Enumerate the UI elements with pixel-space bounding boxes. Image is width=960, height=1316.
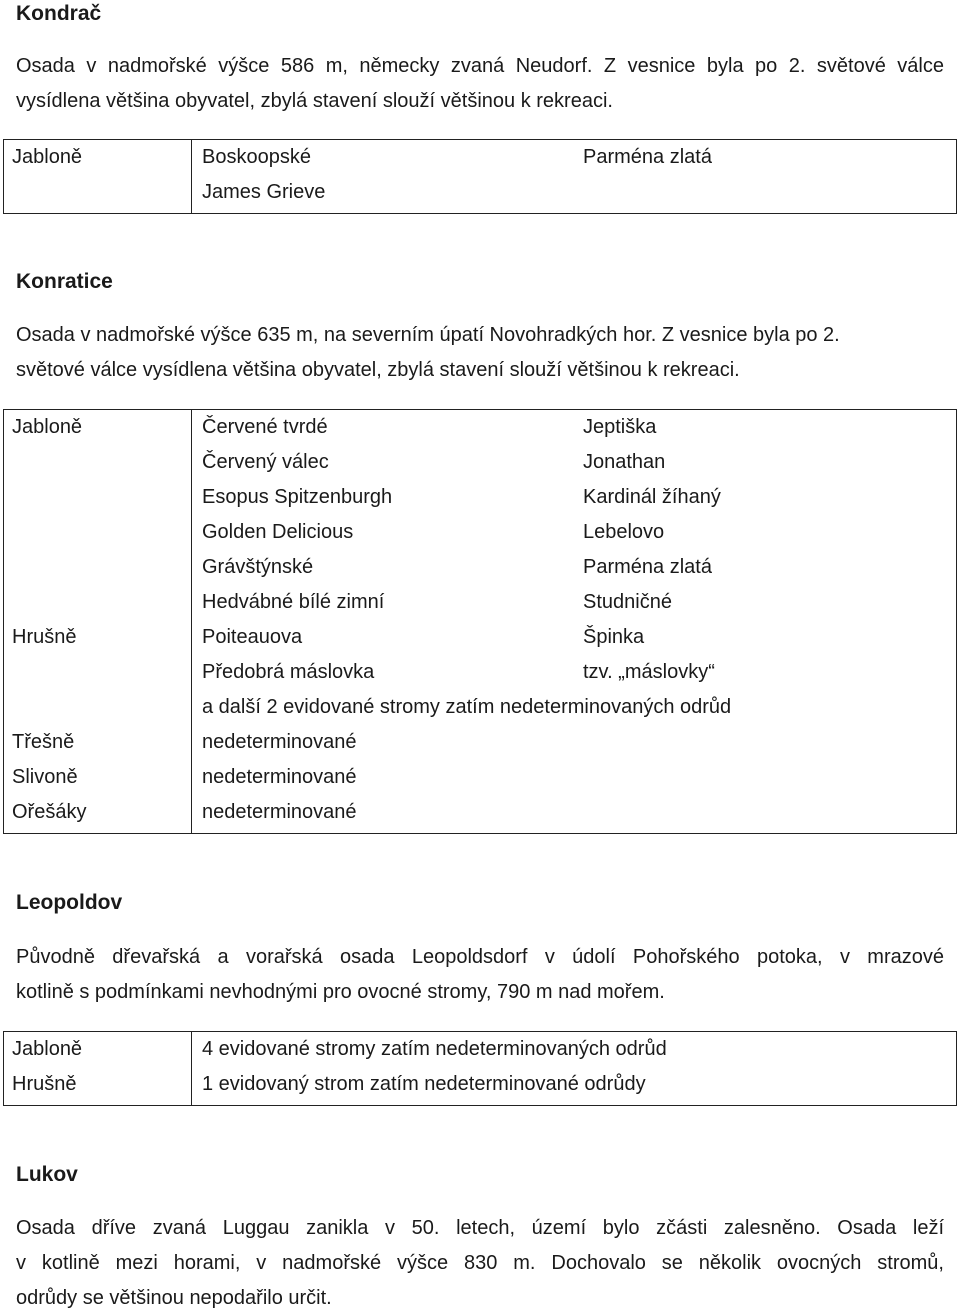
variety: Poiteauova <box>202 626 303 648</box>
fruit-label <box>12 690 191 725</box>
variety: Červený válec <box>202 451 329 473</box>
variety: Červené tvrdé <box>202 416 328 438</box>
fruit-label <box>12 655 191 690</box>
undetermined-variety: nedeterminované <box>202 801 357 823</box>
undetermined-variety: nedeterminované <box>202 766 357 788</box>
description-line: v kotlině mezi horami, v nadmořské výšce 830 m. Dochovalo se několik ovocných stromů, <box>16 1252 944 1274</box>
section-description-leopoldov <box>16 940 944 1010</box>
variety: Špinka <box>583 626 645 648</box>
varieties-column <box>192 140 957 214</box>
fruit-column <box>4 1032 192 1106</box>
fruit-label <box>12 585 191 620</box>
variety: Kardinál žíhaný <box>583 486 721 508</box>
varieties-column <box>192 410 957 834</box>
variety: Jeptiška <box>583 416 657 438</box>
fruit-table-leopoldov <box>3 1031 957 1106</box>
description-line: Osada v nadmořské výšce 586 m, německy zvaná Neudorf. Z vesnice byla po 2. světové válce <box>16 55 944 77</box>
variety: Studničné <box>583 591 672 613</box>
section-description-konratice <box>16 318 944 388</box>
fruit-label: Hrušně <box>12 1073 77 1095</box>
variety: Lebelovo <box>583 521 665 543</box>
description-line: Osada v nadmořské výšce 635 m, na severním úpatí Novohradkých hor. Z vesnice byla po 2. <box>16 324 840 346</box>
variety: Parména zlatá <box>583 556 712 578</box>
fruit-label: Slivoně <box>12 766 78 788</box>
section-title-lukov: Lukov <box>16 1163 78 1186</box>
fruit-table-kondrac <box>3 139 957 214</box>
extra-note: a další 2 evidované stromy zatím nedeterminovaných odrůd <box>202 696 732 718</box>
description-line: Osada dříve zvaná Luggau zanikla v 50. letech, území bylo zčásti zalesněno. Osada leží <box>16 1217 944 1239</box>
fruit-label: Hrušně <box>12 626 77 648</box>
fruit-label: Třešně <box>12 731 75 753</box>
description-line: kotlině s podmínkami nevhodnými pro ovocné stromy, 790 m nad mořem. <box>16 981 665 1003</box>
section-title-konratice: Konratice <box>16 270 113 293</box>
fruit-column <box>4 410 192 834</box>
section-description-lukov <box>16 1211 944 1316</box>
variety: Golden Delicious <box>202 521 354 543</box>
section-title-leopoldov: Leopoldov <box>16 891 123 914</box>
variety: Grávštýnské <box>202 556 314 578</box>
fruit-label <box>12 515 191 550</box>
variety: James Grieve <box>202 181 326 203</box>
description-line: vysídlena většina obyvatel, zbylá stavení slouží většinou k rekreaci. <box>16 90 613 112</box>
fruit-label <box>12 480 191 515</box>
variety: Jonathan <box>583 451 666 473</box>
variety: tzv. „máslovky“ <box>583 661 715 683</box>
fruit-table-konratice <box>3 409 957 834</box>
fruit-label <box>12 445 191 480</box>
fruit-label: Jabloně <box>12 1038 83 1060</box>
description-line: odrůdy se většinou nepodařilo určit. <box>16 1287 332 1309</box>
fruit-label: Jabloně <box>12 416 83 438</box>
variety: 1 evidovaný strom zatím nedeterminované odrůdy <box>202 1073 646 1095</box>
fruit-label <box>12 550 191 585</box>
description-line: světové válce vysídlena většina obyvatel, zbylá stavení slouží většinou k rekreaci. <box>16 359 740 381</box>
variety: 4 evidované stromy zatím nedeterminovaných odrůd <box>202 1038 667 1060</box>
variety: Hedvábné bílé zimní <box>202 591 385 613</box>
variety: Esopus Spitzenburgh <box>202 486 393 508</box>
undetermined-variety: nedeterminované <box>202 731 357 753</box>
variety: Předobrá máslovka <box>202 661 375 683</box>
description-line: Původně dřevařská a vorařská osada Leopoldsdorf v údolí Pohořského potoka, v mrazové <box>16 946 944 968</box>
variety: Parména zlatá <box>583 146 712 168</box>
section-title-kondrac: Kondrač <box>16 2 102 25</box>
fruit-column <box>4 140 192 214</box>
varieties-column <box>192 1032 957 1106</box>
variety: Boskoopské <box>202 146 311 168</box>
fruit-label: Ořešáky <box>12 801 87 823</box>
section-description-kondrac <box>16 49 944 119</box>
fruit-label: Jabloně <box>12 146 83 168</box>
